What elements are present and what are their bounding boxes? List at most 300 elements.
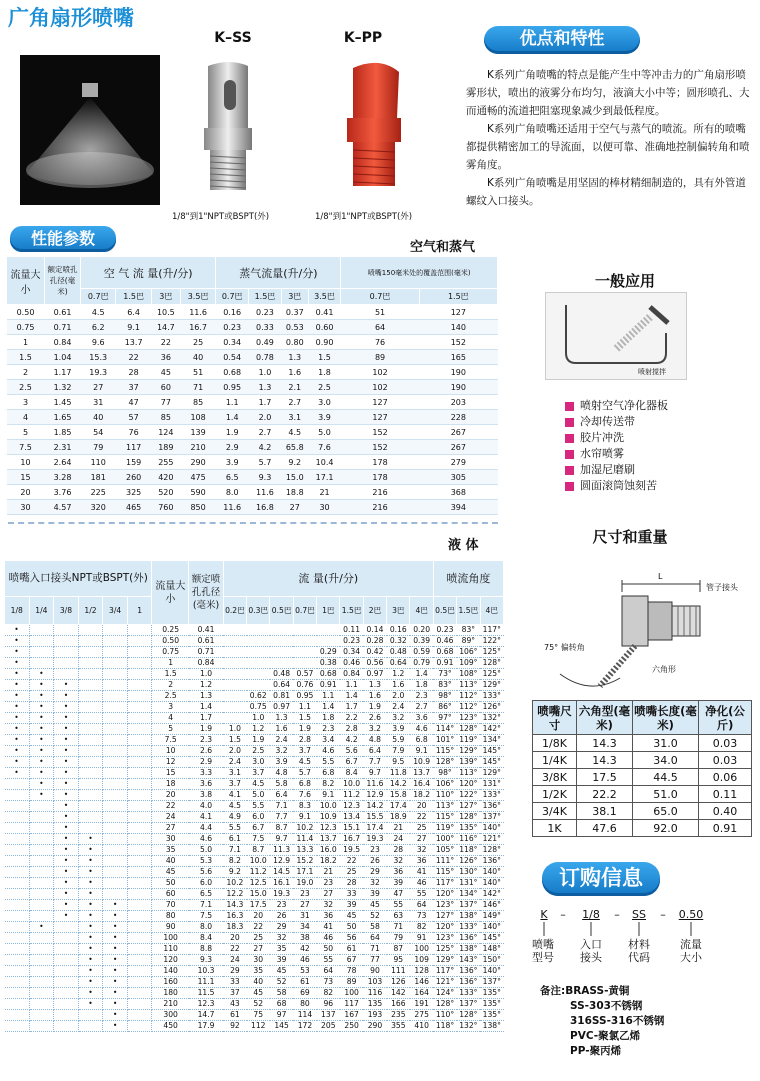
table-cell: 127°	[433, 911, 456, 922]
table-cell: 12	[152, 757, 189, 768]
pressure-header: 0.2巴	[223, 597, 246, 625]
inlet-dot-icon: •	[103, 1010, 128, 1021]
table-row	[7, 425, 498, 440]
table-cell: 9.7	[363, 768, 386, 779]
table-cell: 10.9	[317, 812, 340, 823]
table-cell: 8.2	[317, 779, 340, 790]
table-cell: 18.8	[281, 485, 308, 500]
table-cell: 127°	[457, 801, 480, 812]
table-cell: 22	[410, 812, 433, 823]
table-cell	[223, 702, 246, 713]
table-cell: 29	[363, 867, 386, 878]
inlet-indicator	[103, 823, 128, 834]
inlet-indicator	[78, 746, 103, 757]
inlet-indicator	[127, 713, 152, 724]
features-paragraph: K系列广角喷嘴是用坚固的棒材精细制造的，具有外管道螺纹入口接头。	[466, 177, 746, 207]
table-row	[5, 647, 504, 658]
table-cell: 126	[387, 977, 410, 988]
page-title: 广角扇形喷嘴	[8, 6, 134, 30]
table-cell: 142	[387, 988, 410, 999]
table-row	[7, 350, 498, 365]
table-cell: 6.5	[216, 470, 249, 485]
inlet-dot-icon: •	[54, 735, 79, 746]
table-cell: 2.31	[45, 440, 81, 455]
inlet-dot-icon: •	[29, 790, 54, 801]
table-cell	[247, 669, 270, 680]
table-cell: 0.75	[152, 647, 189, 658]
table-cell: 133°	[457, 988, 480, 999]
table-cell: 14.7	[189, 1010, 223, 1021]
table-cell: 10.0	[247, 856, 270, 867]
inlet-dot-icon: •	[78, 933, 103, 944]
inlet-indicator	[127, 801, 152, 812]
table-cell: 0.61	[189, 636, 223, 647]
table-cell: 57	[116, 410, 151, 425]
table-cell: 0.97	[270, 702, 293, 713]
inlet-dot-icon: •	[54, 680, 79, 691]
inlet-indicator	[127, 625, 152, 636]
table-cell: 137°	[457, 999, 480, 1010]
table-cell: 128°	[457, 812, 480, 823]
inlet-dot-icon: •	[54, 878, 79, 889]
col-nozzle-size: 喷嘴尺寸	[533, 701, 577, 735]
table-cell: 58	[363, 922, 386, 933]
table-cell: 28	[340, 878, 363, 889]
table-cell: 1.8	[410, 680, 433, 691]
inlet-dot-icon: •	[78, 977, 103, 988]
table-cell: 131°	[457, 878, 480, 889]
inlet-indicator	[127, 658, 152, 669]
col-size: 流量大小	[152, 561, 189, 625]
table-cell: 113°	[457, 768, 480, 779]
table-cell: 103	[363, 977, 386, 988]
table-cell: 22.2	[577, 786, 633, 803]
inlet-indicator	[78, 1010, 103, 1021]
inlet-dot-icon: •	[54, 702, 79, 713]
table-cell: 91	[410, 933, 433, 944]
table-row	[7, 380, 498, 395]
inlet-indicator	[127, 790, 152, 801]
table-cell	[293, 625, 316, 636]
inlet-indicator	[127, 933, 152, 944]
table-cell: 117°	[433, 966, 456, 977]
table-cell: 114°	[433, 724, 456, 735]
table-cell: 18.3	[223, 922, 246, 933]
table-cell: 29	[270, 922, 293, 933]
table-cell: 27	[293, 900, 316, 911]
table-cell: 0.16	[387, 625, 410, 636]
table-cell: 3	[7, 395, 45, 410]
table-cell: 2.3	[317, 724, 340, 735]
table-cell: 5.7	[293, 768, 316, 779]
table-cell: 1.3	[363, 680, 386, 691]
pressure-header: 1.5巴	[457, 597, 480, 625]
table-cell: 30	[7, 500, 45, 515]
table-cell: 121°	[433, 977, 456, 988]
table-row	[7, 470, 498, 485]
table-cell: 0.56	[363, 658, 386, 669]
table-cell: 45	[247, 988, 270, 999]
table-cell: 216	[341, 485, 419, 500]
table-cell: 3.7	[293, 746, 316, 757]
table-cell: 89°	[457, 636, 480, 647]
table-cell: 111°	[433, 856, 456, 867]
pressure-header: 1.5巴	[249, 289, 282, 305]
table-cell: 2.3	[189, 735, 223, 746]
table-row	[533, 820, 752, 837]
table-cell: 127	[341, 395, 419, 410]
inlet-indicator	[29, 911, 54, 922]
table-cell: 0.11	[340, 625, 363, 636]
table-cell: 3	[152, 702, 189, 713]
table-cell: 46	[317, 933, 340, 944]
table-cell: 23	[293, 889, 316, 900]
inlet-indicator	[127, 724, 152, 735]
table-cell: 24	[223, 955, 246, 966]
table-cell: 98°	[433, 691, 456, 702]
order-heading: 订购信息	[542, 862, 660, 896]
inlet-dot-icon: •	[54, 724, 79, 735]
table-cell: 68	[270, 999, 293, 1010]
table-cell: 127	[341, 410, 419, 425]
table-cell: 11.3	[270, 845, 293, 856]
inlet-indicator	[5, 867, 30, 878]
inlet-indicator	[103, 856, 128, 867]
table-cell: 0.42	[363, 647, 386, 658]
table-cell: 0.48	[270, 669, 293, 680]
table-cell: 0.62	[247, 691, 270, 702]
table-cell: 1.32	[45, 380, 81, 395]
table-cell: 290	[363, 1021, 386, 1032]
table-cell: 136°	[457, 933, 480, 944]
pressure-header: 3巴	[387, 597, 410, 625]
inlet-indicator	[127, 922, 152, 933]
table-cell: 31	[293, 911, 316, 922]
table-cell: 14.5	[270, 867, 293, 878]
table-cell: 106°	[433, 779, 456, 790]
table-cell: 45	[363, 900, 386, 911]
table-row	[533, 786, 752, 803]
inlet-indicator	[103, 801, 128, 812]
inlet-indicator	[127, 834, 152, 845]
table-cell: 150°	[480, 955, 503, 966]
table-cell: 51	[180, 365, 215, 380]
table-cell	[247, 625, 270, 636]
table-cell: 14.3	[577, 735, 633, 752]
table-cell: 850	[180, 500, 215, 515]
table-cell: 39	[270, 955, 293, 966]
table-row	[5, 790, 504, 801]
table-cell: 0.84	[189, 658, 223, 669]
code-model: K	[540, 908, 548, 921]
inlet-dot-icon: •	[103, 933, 128, 944]
inlet-dot-icon: •	[29, 779, 54, 790]
table-cell: 123°	[433, 933, 456, 944]
table-cell: 325	[116, 485, 151, 500]
inlet-indicator	[103, 746, 128, 757]
table-cell: 70	[152, 900, 189, 911]
inlet-indicator	[103, 702, 128, 713]
table-cell: 38.1	[577, 803, 633, 820]
table-cell: 0.64	[270, 680, 293, 691]
note-item: SS-303不锈钢	[570, 1000, 643, 1012]
table-cell: 64	[317, 966, 340, 977]
table-cell: 32	[387, 856, 410, 867]
table-row	[5, 900, 504, 911]
table-cell: 0.23	[340, 636, 363, 647]
table-cell: 119°	[457, 735, 480, 746]
table-cell: 140°	[480, 922, 503, 933]
table-cell	[293, 658, 316, 669]
table-cell: 37	[223, 988, 246, 999]
inlet-indicator	[54, 1010, 79, 1021]
table-row	[533, 752, 752, 769]
table-cell: 16.4	[410, 779, 433, 790]
table-cell: 2.7	[281, 395, 308, 410]
inlet-dot-icon: •	[54, 911, 79, 922]
table-cell: 2	[152, 680, 189, 691]
dimensions-heading: 尺寸和重量	[592, 528, 668, 546]
table-cell: 13.7	[410, 768, 433, 779]
table-cell: 23	[363, 845, 386, 856]
table-cell: 0.91	[317, 680, 340, 691]
table-cell: 7.5	[152, 735, 189, 746]
table-cell: 13.4	[340, 812, 363, 823]
table-cell: 132°	[457, 1021, 480, 1032]
table-cell: 0.20	[410, 625, 433, 636]
table-cell: 3.28	[45, 470, 81, 485]
table-cell: 15.0	[247, 889, 270, 900]
table-cell	[270, 636, 293, 647]
inlet-indicator	[127, 702, 152, 713]
table-cell: 2.5	[247, 746, 270, 757]
table-row	[5, 801, 504, 812]
table-cell: 135°	[457, 823, 480, 834]
table-cell: 30	[308, 500, 341, 515]
table-cell: 260	[116, 470, 151, 485]
table-cell: 0.23	[216, 320, 249, 335]
inlet-indicator	[54, 636, 79, 647]
table-row	[5, 966, 504, 977]
table-cell: 145°	[480, 746, 503, 757]
table-cell: 10.0	[340, 779, 363, 790]
application-item: 加湿尼磨刷	[562, 462, 668, 478]
table-cell: 25	[180, 335, 215, 350]
table-cell: 92	[223, 1021, 246, 1032]
table-cell: 4.6	[317, 746, 340, 757]
table-cell: 25	[410, 823, 433, 834]
table-cell: 6.1	[223, 834, 246, 845]
table-cell: 0.68	[317, 669, 340, 680]
col-inlet: 喷嘴入口接头NPT或BSPT(外)	[5, 561, 152, 597]
table-cell: 22	[152, 801, 189, 812]
inlet-dot-icon: •	[78, 955, 103, 966]
inlet-indicator	[103, 680, 128, 691]
table-cell: 73°	[433, 669, 456, 680]
table-cell: 0.80	[281, 335, 308, 350]
table-cell: 15.2	[293, 856, 316, 867]
table-cell: 12.2	[223, 889, 246, 900]
table-row	[5, 911, 504, 922]
table-cell: 4.1	[223, 790, 246, 801]
table-cell: 71	[180, 380, 215, 395]
inlet-dot-icon: •	[78, 834, 103, 845]
table-cell: 7.1	[189, 900, 223, 911]
table-cell: 92.0	[633, 820, 699, 837]
table-cell: 1.5	[308, 350, 341, 365]
table-cell: 16.3	[223, 911, 246, 922]
table-cell: 65.0	[633, 803, 699, 820]
inlet-dot-icon: •	[5, 647, 30, 658]
col-air-flow: 空 气 流 量(升/分)	[81, 257, 216, 289]
table-cell: 6.4	[270, 790, 293, 801]
table-cell: 590	[180, 485, 215, 500]
table-cell: 24	[387, 834, 410, 845]
table-cell: 6.7	[340, 757, 363, 768]
table-cell: 0.23	[433, 625, 456, 636]
table-cell: 0.97	[363, 669, 386, 680]
table-cell: 1.8	[317, 713, 340, 724]
table-row	[7, 410, 498, 425]
table-cell: 54	[81, 425, 116, 440]
table-cell: 1K	[533, 820, 577, 837]
inlet-dot-icon: •	[29, 922, 54, 933]
applications-heading: 一般应用	[594, 272, 655, 290]
inlet-indicator	[54, 669, 79, 680]
inlet-dot-icon: •	[103, 988, 128, 999]
inlet-indicator	[127, 680, 152, 691]
table-cell: 159	[116, 455, 151, 470]
inlet-indicator	[54, 944, 79, 955]
table-cell: 0.50	[7, 305, 45, 320]
model-pp: K–PP	[343, 30, 383, 46]
inlet-indicator	[5, 845, 30, 856]
inlet-dot-icon: •	[5, 713, 30, 724]
table-cell: 2.8	[340, 724, 363, 735]
table-row	[7, 305, 498, 320]
table-cell: 9.2	[281, 455, 308, 470]
table-cell: 22	[340, 856, 363, 867]
table-cell: 2.8	[293, 735, 316, 746]
table-cell: 1.7	[189, 713, 223, 724]
table-row	[5, 636, 504, 647]
inlet-indicator	[29, 999, 54, 1010]
table-cell: 165	[419, 350, 497, 365]
table-cell: 2.2	[340, 713, 363, 724]
inlet-indicator	[103, 669, 128, 680]
table-cell: 205	[317, 1021, 340, 1032]
table-cell: 20	[410, 801, 433, 812]
inlet-dot-icon: •	[54, 801, 79, 812]
table-cell: 114	[293, 1010, 316, 1021]
note-item: PP-聚丙烯	[570, 1045, 622, 1057]
table-cell: 125°	[480, 647, 503, 658]
table-cell: 0.28	[363, 636, 386, 647]
table-cell: 110°	[433, 790, 456, 801]
table-row	[5, 922, 504, 933]
table-cell: 148°	[480, 944, 503, 955]
table-cell: 10.5	[151, 305, 180, 320]
inlet-indicator	[5, 1010, 30, 1021]
table-cell: 3.3	[189, 768, 223, 779]
inlet-indicator	[127, 845, 152, 856]
table-cell: 18.9	[387, 812, 410, 823]
inlet-dot-icon: •	[54, 691, 79, 702]
table-cell	[293, 636, 316, 647]
table-cell: 128°	[433, 757, 456, 768]
note-item: PVC-聚氯乙烯	[570, 1030, 641, 1042]
application-item: 水帘喷雾	[562, 446, 668, 462]
table-cell: 1.9	[363, 702, 386, 713]
table-cell: 0.38	[317, 658, 340, 669]
inlet-indicator	[5, 999, 30, 1010]
table-cell: 520	[151, 485, 180, 500]
inlet-indicator	[103, 834, 128, 845]
table-cell: 126°	[457, 856, 480, 867]
table-cell: 9.7	[270, 834, 293, 845]
table-cell: 39	[363, 889, 386, 900]
table-cell: 4.9	[223, 812, 246, 823]
table-cell: 14.7	[151, 320, 180, 335]
table-cell: 1/8K	[533, 735, 577, 752]
table-cell: 0.25	[152, 625, 189, 636]
table-cell: 115°	[433, 867, 456, 878]
table-cell: 1.6	[281, 365, 308, 380]
table-cell: 1	[7, 335, 45, 350]
table-cell: 110	[81, 455, 116, 470]
table-cell: 4.8	[270, 768, 293, 779]
table-cell: 5	[7, 425, 45, 440]
table-cell: 279	[419, 455, 497, 470]
inlet-indicator	[29, 944, 54, 955]
table-cell: 5.7	[249, 455, 282, 470]
inlet-indicator	[29, 966, 54, 977]
inlet-dot-icon: •	[78, 966, 103, 977]
inlet-dot-icon: •	[103, 922, 128, 933]
inlet-indicator	[127, 1010, 152, 1021]
table-row	[5, 757, 504, 768]
inlet-indicator	[5, 812, 30, 823]
table-cell: 123°	[433, 900, 456, 911]
table-cell: 47	[116, 395, 151, 410]
label-flow: 流量大小	[680, 938, 702, 964]
table-cell: 19.3	[81, 365, 116, 380]
table-cell: 300	[152, 1010, 189, 1021]
table-cell: 71	[387, 922, 410, 933]
table-cell: 34.0	[633, 752, 699, 769]
inlet-indicator	[5, 933, 30, 944]
table-cell	[223, 658, 246, 669]
table-cell: 109	[410, 955, 433, 966]
table-cell: 128°	[433, 999, 456, 1010]
table-cell: 1.5	[293, 713, 316, 724]
table-cell: 50	[152, 878, 189, 889]
table-cell: 255	[151, 455, 180, 470]
table-cell: 1.1	[216, 395, 249, 410]
table-cell: 41	[317, 922, 340, 933]
table-cell: 139	[180, 425, 215, 440]
table-cell: 39	[387, 878, 410, 889]
table-cell: 210	[180, 440, 215, 455]
table-row	[5, 977, 504, 988]
table-cell: 39	[340, 900, 363, 911]
table-cell: 180	[152, 988, 189, 999]
table-cell: 52	[363, 911, 386, 922]
table-cell: 1.3	[270, 713, 293, 724]
inlet-size-header: 1	[127, 597, 152, 625]
table-cell: 267	[419, 440, 497, 455]
table-cell: 115°	[433, 812, 456, 823]
